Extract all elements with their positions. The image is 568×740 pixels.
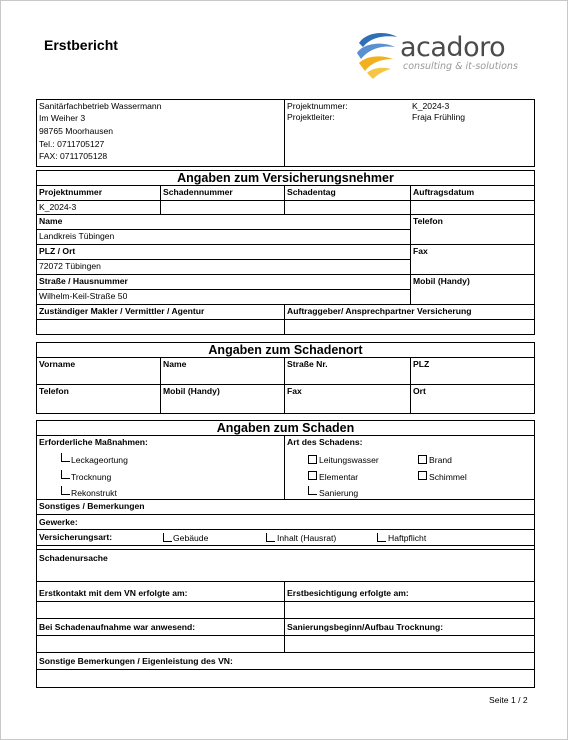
type-leitungswasser: Leitungswasser [319, 455, 379, 465]
col-projektnummer: Projektnummer [39, 187, 103, 197]
insured-plz-value[interactable]: 72072 Tübingen [39, 261, 101, 271]
insured-telefon-label: Telefon [413, 216, 443, 226]
checkbox-schimmel[interactable] [418, 471, 427, 480]
type-brand: Brand [429, 455, 452, 465]
insured-strasse-value[interactable]: Wilhelm-Keil-Straße 50 [39, 291, 128, 301]
insured-name-value[interactable]: Landkreis Tübingen [39, 231, 115, 241]
logo-tagline: consulting & it-solutions [403, 61, 518, 72]
measure-leckageortung: Leckageortung [71, 455, 128, 465]
location-ort-label: Ort [413, 386, 426, 396]
damage-header: Angaben zum Schaden [216, 421, 355, 435]
measure-trocknung: Trocknung [71, 472, 112, 482]
insured-plz-label: PLZ / Ort [39, 246, 76, 256]
project-lead-value: Fraja Frühling [412, 112, 466, 122]
checkbox-gebaeude[interactable] [163, 533, 172, 542]
gewerke-label: Gewerke: [39, 517, 78, 527]
location-plz-label: PLZ [413, 359, 430, 369]
checkbox-inhalt[interactable] [266, 533, 275, 542]
location-name-label: Name [163, 359, 187, 369]
location-strasse-label: Straße Nr. [287, 359, 328, 369]
projektnummer-value[interactable]: K_2024-3 [39, 202, 77, 212]
sonstiges-label: Sonstiges / Bemerkungen [39, 501, 145, 511]
ursache-label: Schadenursache [39, 553, 108, 563]
company-street: Im Weiher 3 [39, 113, 86, 123]
insurance-gebaeude: Gebäude [173, 533, 209, 543]
type-sanierung: Sanierung [319, 488, 359, 498]
checkbox-brand[interactable] [418, 455, 427, 464]
company-fax: FAX: 0711705128 [39, 151, 108, 161]
insurance-haftpflicht: Haftpflicht [388, 533, 427, 543]
insurance-inhalt: Inhalt (Hausrat) [277, 533, 337, 543]
location-telefon-label: Telefon [39, 386, 69, 396]
anwesend-label: Bei Schadenaufnahme war anwesend: [39, 622, 196, 632]
erstbesichtigung-label: Erstbesichtigung erfolgte am: [287, 588, 409, 598]
checkbox-leitungswasser[interactable] [308, 455, 317, 464]
document-title: Erstbericht [44, 37, 118, 53]
checkbox-haftpflicht[interactable] [377, 533, 386, 542]
checkbox-rekonstrukt[interactable] [61, 486, 70, 495]
col-schadennummer: Schadennummer [163, 187, 233, 197]
measures-label: Erforderliche Maßnahmen: [39, 437, 148, 447]
company-name: Sanitärfachbetrieb Wassermann [39, 101, 162, 111]
location-header: Angaben zum Schadenort [208, 343, 363, 357]
col-auftragsdatum: Auftragsdatum [413, 187, 475, 197]
measure-rekonstrukt: Rekonstrukt [71, 488, 117, 498]
checkbox-elementar[interactable] [308, 471, 317, 480]
sanierungsbeginn-label: Sanierungsbeginn/Aufbau Trocknung: [287, 622, 444, 632]
insured-header: Angaben zum Versicherungsnehmer [177, 171, 394, 185]
makler-label: Zuständiger Makler / Vermittler / Agentur [39, 306, 205, 316]
insured-strasse-label: Straße / Hausnummer [39, 276, 128, 286]
logo-wordmark: acadoro [400, 32, 506, 63]
company-phone: Tel.: 0711705127 [39, 139, 105, 149]
location-fax-label: Fax [287, 386, 302, 396]
checkbox-leckageortung[interactable] [61, 453, 70, 462]
insured-fax-label: Fax [413, 246, 428, 256]
checkbox-trocknung[interactable] [61, 470, 70, 479]
versicherungsart-label: Versicherungsart: [39, 532, 113, 542]
page-number: Seite 1 / 2 [489, 695, 528, 705]
eigenleistung-label: Sonstige Bemerkungen / Eigenleistung des VN: [39, 656, 233, 666]
project-lead-label: Projektleiter: [287, 112, 335, 122]
insured-mobil-label: Mobil (Handy) [413, 276, 470, 286]
project-number-value: K_2024-3 [412, 101, 450, 111]
damage-type-label: Art des Schadens: [287, 437, 363, 447]
logo-swoosh-icon [353, 29, 401, 81]
checkbox-sanierung[interactable] [308, 486, 317, 495]
insured-name-label: Name [39, 216, 63, 226]
type-schimmel: Schimmel [429, 472, 467, 482]
type-elementar: Elementar [319, 472, 359, 482]
auftraggeber-label: Auftraggeber/ Ansprechpartner Versicherung [287, 306, 472, 316]
erstkontakt-label: Erstkontakt mit dem VN erfolgte am: [39, 588, 188, 598]
col-schadentag: Schadentag [287, 187, 336, 197]
location-mobil-label: Mobil (Handy) [163, 386, 220, 396]
acadoro-logo [353, 29, 523, 81]
project-number-label: Projektnummer: [287, 101, 348, 111]
location-vorname-label: Vorname [39, 359, 76, 369]
company-city: 98765 Moorhausen [39, 126, 114, 136]
